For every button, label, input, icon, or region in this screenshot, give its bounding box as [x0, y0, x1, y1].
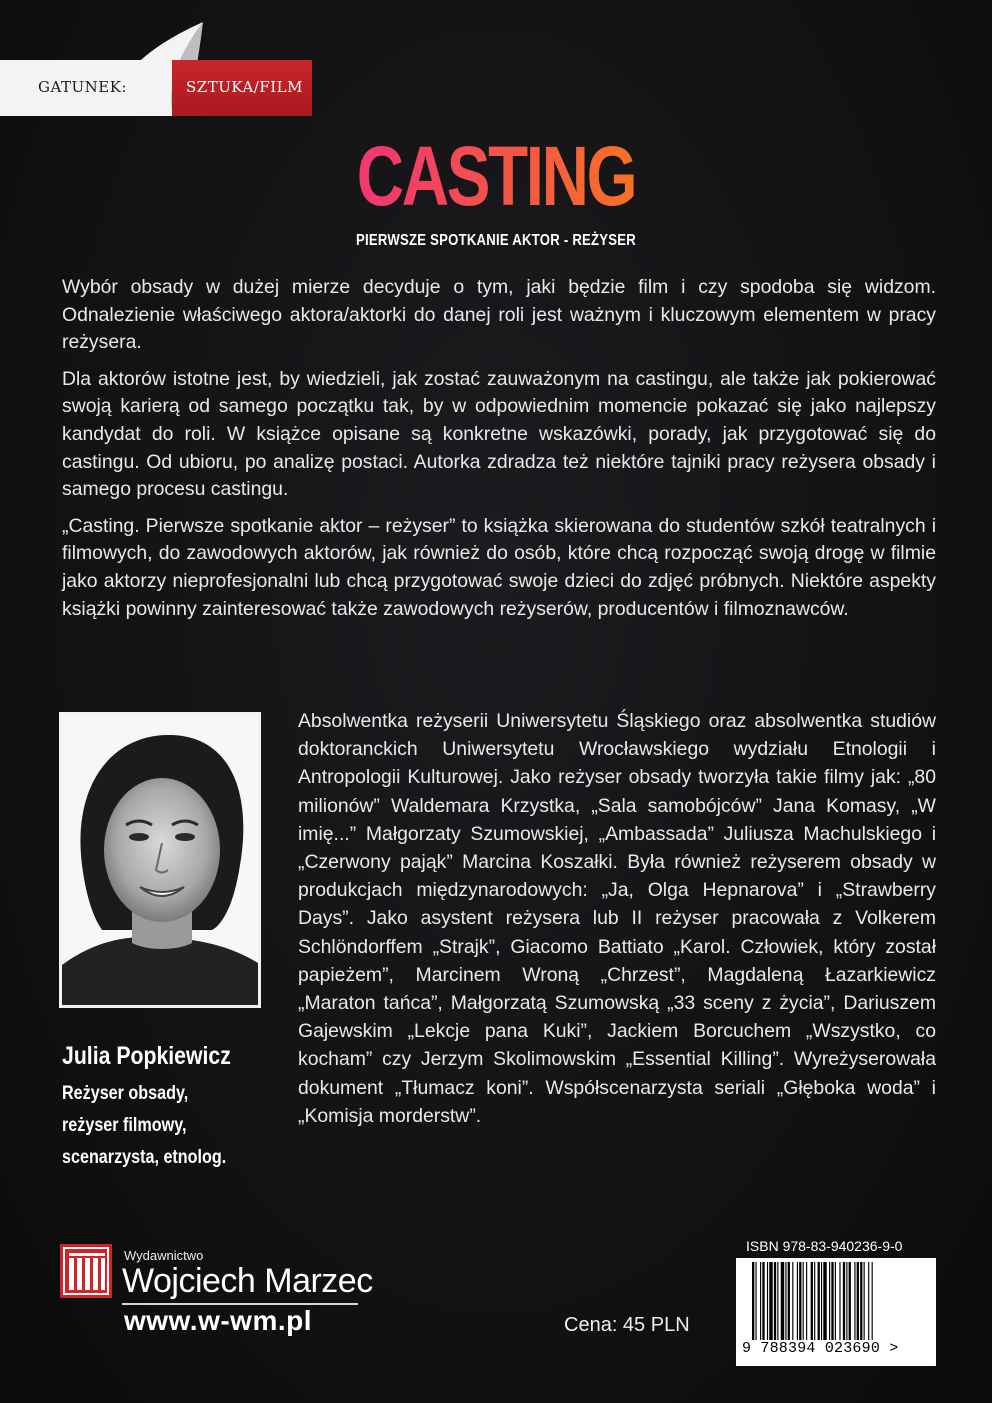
description [62, 274, 936, 632]
author-photo [59, 712, 261, 1008]
description-paragraph: Wybór obsady w dużej mierze decyduje o tym, jaki będzie film i czy spodoba się widzom. Odnalezienie właściwego aktora/aktorki do danej roli jest ważnym i kluczowym elementem w pracy reżysera. [62, 276, 936, 354]
publisher-label: Wydawnictwo [124, 1248, 204, 1263]
author-role: scenarzysta, etnolog. [62, 1147, 227, 1168]
isbn: ISBN 978-83-940236-9-0 [746, 1238, 903, 1254]
genre-tab [0, 60, 312, 116]
author-bio: Absolwentka reżyserii Uniwersytetu Śląskiego oraz absolwentka studiów doktoranckich Uniwersytetu Wrocławskiego wydziału Etnologii i Antropologii Kulturowej. Jako reżyser obsady tworzyła takie filmy jak: „80 milionów” Waldemara Krzystka, „Sala samobójców” Jana Komasy, „W imię...” Małgorzaty Szumowskiej, „Ambassada” Juliusza Machulskiego i „Czerwony pająk” Marcina Koszałki. Była również reżyserem obsady w produkcjach międzynarodowych: „Ja, Olga Hepnarova” i „Strawberry Days”. Jako asystent reżysera lub II reżyser pracowała z Volkerem Schlöndorffem „Strajk”, Giacomo Battiato „Karol. Człowiek, który został papieżem”, Marcinem Wroną „Chrzest”, Magdaleną Łazarkiewicz „Maraton tańca”, Małgorzatą Szumowską „33 sceny z życia”, Dariuszem Gajewskim „Lekcje pana Kuki”, Jackiem Borcuchem „Wszystko, co kocham” czy Jerzym Skolimowskim „Essential Killing”. Wyreżyserowała dokument „Tłumacz koni”. Współscenarzysta seriali „Głęboka woda” i „Komisja morderstw”. [298, 710, 936, 1127]
author-name: Julia Popkiewicz [62, 1042, 231, 1070]
barcode [736, 1258, 936, 1366]
author-portrait-icon [62, 715, 258, 1005]
description-paragraph: Dla aktorów istotne jest, by wiedzieli, jak zostać zauważonym na castingu, ale także jak pokierować swoją karierą od samego początku tak, by w odpowiednim momencie pokazać się jako najlepszy kandydat do roli. W książce opisane są konkretne wskazówki, porady, jak przygotować się do castingu. Od ubioru, po analizę postaci. Autorka zdradza też niektóre tajniki pracy reżysera obsady i samego procesu castingu. [62, 367, 936, 501]
price: Cena: 45 PLN [564, 1314, 690, 1336]
publisher-logo-icon [60, 1244, 112, 1298]
genre-value: SZTUKA/FILM [186, 78, 303, 96]
barcode-bars-icon [748, 1262, 924, 1342]
publisher-url[interactable]: www.w-wm.pl [124, 1305, 313, 1336]
author-roles [62, 1078, 266, 1174]
barcode-digits: 9 788394 023690 > [742, 1340, 899, 1357]
author-role: Reżyser obsady, [62, 1083, 189, 1104]
description-paragraph: „Casting. Pierwsze spotkanie aktor – reżyser” to książka skierowana do studentów szkół teatralnych i filmowych, do zawodowych aktorów, jak również do osób, które chcą rozpocząć swoją drogę w filmie jako aktorzy nieprofesjonalni lub chcą przygotować swoje dzieci do zdjęć próbnych. Niektóre aspekty książki powinny zainteresować także zawodowych reżyserów, producentów i filmoznawców. [62, 514, 936, 620]
genre-label: GATUNEK: [38, 78, 127, 96]
book-subtitle: PIERWSZE SPOTKANIE AKTOR - REŻYSER [355, 232, 637, 249]
author-role: reżyser filmowy, [62, 1115, 187, 1136]
book-title: CASTING [109, 128, 883, 224]
publisher-name: Wojciech Marzec [122, 1262, 373, 1300]
